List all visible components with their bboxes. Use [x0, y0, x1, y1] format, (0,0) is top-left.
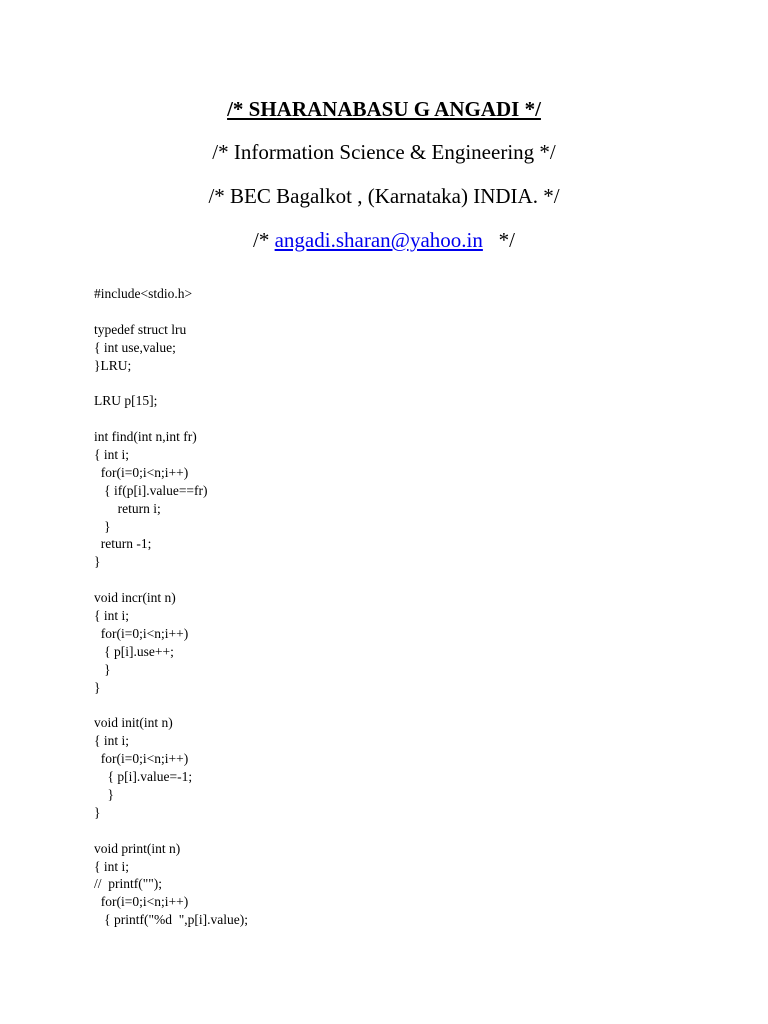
code-line: { printf("%d ",p[i].value);: [94, 912, 248, 928]
department-heading: /* Information Science & Engineering */: [212, 140, 556, 164]
college-heading: /* BEC Bagalkot , (Karnataka) INDIA. */: [208, 184, 560, 208]
code-line: return -1;: [94, 536, 152, 552]
code-line: }: [94, 786, 114, 802]
code-line: { int i;: [94, 858, 129, 874]
code-line: [94, 571, 734, 589]
email-prefix: /*: [253, 228, 275, 252]
code-line: { int i;: [94, 608, 129, 624]
code-line: }: [94, 554, 101, 570]
code-line: [94, 303, 734, 321]
code-line: for(i=0;i<n;i++): [94, 625, 189, 641]
email-heading: [0, 228, 768, 252]
code-line: #include<stdio.h>: [94, 286, 193, 301]
code-line: void print(int n): [94, 840, 181, 856]
code-line: }: [94, 804, 101, 820]
code-line: LRU p[15];: [94, 393, 158, 409]
code-line: [94, 374, 734, 392]
source-code-block: [94, 285, 734, 929]
code-line: }: [94, 518, 111, 534]
code-line: }: [94, 661, 111, 677]
code-line: [94, 410, 734, 428]
code-line: [94, 696, 734, 714]
code-line: { p[i].use++;: [94, 643, 174, 659]
email-link[interactable]: angadi.sharan@yahoo.in: [274, 228, 483, 252]
code-line: for(i=0;i<n;i++): [94, 751, 189, 767]
code-line: void incr(int n): [94, 590, 176, 606]
code-line: { if(p[i].value==fr): [94, 482, 208, 498]
code-line: typedef struct lru: [94, 321, 187, 337]
code-line: }LRU;: [94, 357, 132, 373]
author-heading: /* SHARANABASU G ANGADI */: [227, 97, 541, 121]
code-line: { int i;: [94, 733, 129, 749]
code-line: // printf("");: [94, 876, 163, 892]
code-line: for(i=0;i<n;i++): [94, 464, 189, 480]
code-line: { p[i].value=-1;: [94, 769, 193, 785]
code-line: [94, 822, 734, 840]
code-line: void init(int n): [94, 715, 173, 731]
code-line: { int i;: [94, 447, 129, 463]
code-line: int find(int n,int fr): [94, 429, 197, 445]
code-line: return i;: [94, 500, 161, 516]
code-line: }: [94, 679, 101, 695]
email-suffix: */: [482, 228, 515, 252]
code-line: { int use,value;: [94, 339, 176, 355]
code-line: for(i=0;i<n;i++): [94, 894, 189, 910]
